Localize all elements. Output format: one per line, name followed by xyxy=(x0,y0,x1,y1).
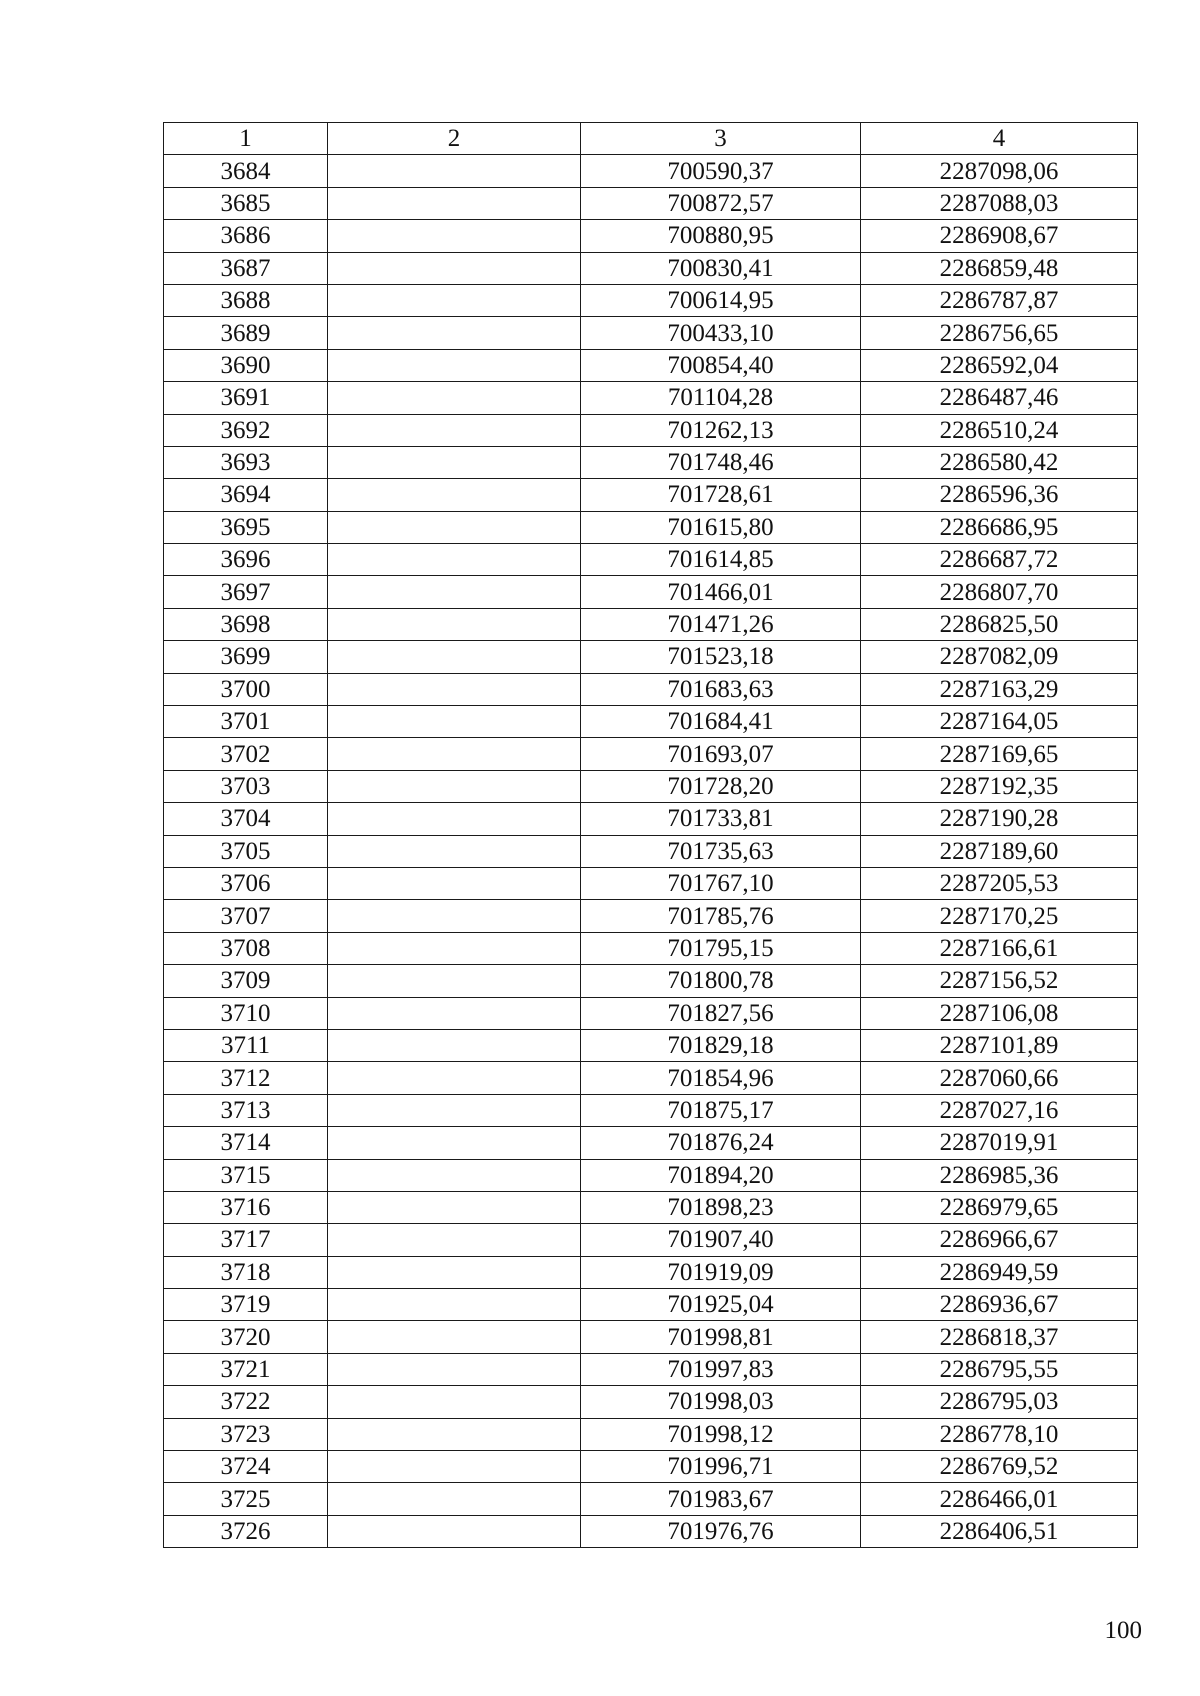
y-coordinate-cell: 2287166,61 xyxy=(861,932,1138,964)
point-number-cell: 3702 xyxy=(164,738,328,770)
x-coordinate-cell: 701728,61 xyxy=(581,479,861,511)
x-coordinate-cell: 701983,67 xyxy=(581,1483,861,1515)
y-coordinate-cell: 2286908,67 xyxy=(861,220,1138,252)
description-cell xyxy=(328,576,581,608)
point-number-cell: 3716 xyxy=(164,1191,328,1223)
description-cell xyxy=(328,317,581,349)
y-coordinate-cell: 2286859,48 xyxy=(861,252,1138,284)
x-coordinate-cell: 701907,40 xyxy=(581,1224,861,1256)
y-coordinate-cell: 2286510,24 xyxy=(861,414,1138,446)
description-cell xyxy=(328,867,581,899)
x-coordinate-cell: 701998,12 xyxy=(581,1418,861,1450)
table-row xyxy=(164,1256,1138,1288)
table-row xyxy=(164,1483,1138,1515)
description-cell xyxy=(328,1127,581,1159)
y-coordinate-cell: 2287027,16 xyxy=(861,1094,1138,1126)
point-number-cell: 3703 xyxy=(164,770,328,802)
x-coordinate-cell: 701876,24 xyxy=(581,1127,861,1159)
column-header-4: 4 xyxy=(861,123,1138,155)
y-coordinate-cell: 2287060,66 xyxy=(861,1062,1138,1094)
point-number-cell: 3697 xyxy=(164,576,328,608)
y-coordinate-cell: 2287189,60 xyxy=(861,835,1138,867)
x-coordinate-cell: 701684,41 xyxy=(581,706,861,738)
description-cell xyxy=(328,511,581,543)
x-coordinate-cell: 701827,56 xyxy=(581,997,861,1029)
page-number: 100 xyxy=(1104,1617,1142,1644)
description-cell xyxy=(328,997,581,1029)
y-coordinate-cell: 2286686,95 xyxy=(861,511,1138,543)
y-coordinate-cell: 2287098,06 xyxy=(861,155,1138,187)
point-number-cell: 3726 xyxy=(164,1515,328,1547)
description-cell xyxy=(328,1094,581,1126)
y-coordinate-cell: 2286979,65 xyxy=(861,1191,1138,1223)
y-coordinate-cell: 2286487,46 xyxy=(861,382,1138,414)
description-cell xyxy=(328,770,581,802)
x-coordinate-cell: 701523,18 xyxy=(581,641,861,673)
table-body xyxy=(164,155,1138,1548)
description-cell xyxy=(328,544,581,576)
table-row xyxy=(164,544,1138,576)
description-cell xyxy=(328,187,581,219)
y-coordinate-cell: 2286818,37 xyxy=(861,1321,1138,1353)
y-coordinate-cell: 2287170,25 xyxy=(861,900,1138,932)
description-cell xyxy=(328,1386,581,1418)
table-row xyxy=(164,900,1138,932)
point-number-cell: 3696 xyxy=(164,544,328,576)
header-row xyxy=(164,123,1138,155)
table-row xyxy=(164,738,1138,770)
y-coordinate-cell: 2287192,35 xyxy=(861,770,1138,802)
x-coordinate-cell: 701471,26 xyxy=(581,608,861,640)
table-row xyxy=(164,1451,1138,1483)
x-coordinate-cell: 701898,23 xyxy=(581,1191,861,1223)
description-cell xyxy=(328,349,581,381)
description-cell xyxy=(328,706,581,738)
description-cell xyxy=(328,1289,581,1321)
table-row xyxy=(164,932,1138,964)
table-row xyxy=(164,1127,1138,1159)
y-coordinate-cell: 2286466,01 xyxy=(861,1483,1138,1515)
x-coordinate-cell: 701262,13 xyxy=(581,414,861,446)
point-number-cell: 3691 xyxy=(164,382,328,414)
description-cell xyxy=(328,1418,581,1450)
description-cell xyxy=(328,803,581,835)
point-number-cell: 3685 xyxy=(164,187,328,219)
y-coordinate-cell: 2287205,53 xyxy=(861,867,1138,899)
y-coordinate-cell: 2286795,03 xyxy=(861,1386,1138,1418)
x-coordinate-cell: 701728,20 xyxy=(581,770,861,802)
point-number-cell: 3712 xyxy=(164,1062,328,1094)
point-number-cell: 3693 xyxy=(164,446,328,478)
point-number-cell: 3722 xyxy=(164,1386,328,1418)
description-cell xyxy=(328,1483,581,1515)
point-number-cell: 3705 xyxy=(164,835,328,867)
x-coordinate-cell: 700433,10 xyxy=(581,317,861,349)
y-coordinate-cell: 2287163,29 xyxy=(861,673,1138,705)
y-coordinate-cell: 2286580,42 xyxy=(861,446,1138,478)
table-row xyxy=(164,187,1138,219)
x-coordinate-cell: 700872,57 xyxy=(581,187,861,219)
x-coordinate-cell: 701894,20 xyxy=(581,1159,861,1191)
x-coordinate-cell: 700880,95 xyxy=(581,220,861,252)
x-coordinate-cell: 701996,71 xyxy=(581,1451,861,1483)
x-coordinate-cell: 701998,81 xyxy=(581,1321,861,1353)
point-number-cell: 3713 xyxy=(164,1094,328,1126)
table-row xyxy=(164,608,1138,640)
point-number-cell: 3692 xyxy=(164,414,328,446)
point-number-cell: 3694 xyxy=(164,479,328,511)
x-coordinate-cell: 701800,78 xyxy=(581,965,861,997)
description-cell xyxy=(328,284,581,316)
y-coordinate-cell: 2286592,04 xyxy=(861,349,1138,381)
y-coordinate-cell: 2287169,65 xyxy=(861,738,1138,770)
table-row xyxy=(164,1418,1138,1450)
table-row xyxy=(164,1515,1138,1547)
column-header-3: 3 xyxy=(581,123,861,155)
x-coordinate-cell: 701733,81 xyxy=(581,803,861,835)
y-coordinate-cell: 2286795,55 xyxy=(861,1353,1138,1385)
point-number-cell: 3720 xyxy=(164,1321,328,1353)
description-cell xyxy=(328,479,581,511)
x-coordinate-cell: 701925,04 xyxy=(581,1289,861,1321)
table-row xyxy=(164,1321,1138,1353)
table-row xyxy=(164,252,1138,284)
table-row xyxy=(164,382,1138,414)
y-coordinate-cell: 2287190,28 xyxy=(861,803,1138,835)
column-header-2: 2 xyxy=(328,123,581,155)
point-number-cell: 3686 xyxy=(164,220,328,252)
table-row xyxy=(164,706,1138,738)
x-coordinate-cell: 701614,85 xyxy=(581,544,861,576)
description-cell xyxy=(328,1321,581,1353)
table-row xyxy=(164,284,1138,316)
point-number-cell: 3717 xyxy=(164,1224,328,1256)
description-cell xyxy=(328,1451,581,1483)
x-coordinate-cell: 701875,17 xyxy=(581,1094,861,1126)
description-cell xyxy=(328,1224,581,1256)
description-cell xyxy=(328,155,581,187)
x-coordinate-cell: 700830,41 xyxy=(581,252,861,284)
y-coordinate-cell: 2287088,03 xyxy=(861,187,1138,219)
coordinates-table xyxy=(163,122,1138,1548)
description-cell xyxy=(328,835,581,867)
table-row xyxy=(164,220,1138,252)
x-coordinate-cell: 701104,28 xyxy=(581,382,861,414)
table-row xyxy=(164,641,1138,673)
description-cell xyxy=(328,965,581,997)
description-cell xyxy=(328,1159,581,1191)
description-cell xyxy=(328,673,581,705)
description-cell xyxy=(328,220,581,252)
y-coordinate-cell: 2286769,52 xyxy=(861,1451,1138,1483)
table-row xyxy=(164,576,1138,608)
y-coordinate-cell: 2286778,10 xyxy=(861,1418,1138,1450)
description-cell xyxy=(328,900,581,932)
point-number-cell: 3695 xyxy=(164,511,328,543)
point-number-cell: 3710 xyxy=(164,997,328,1029)
x-coordinate-cell: 700590,37 xyxy=(581,155,861,187)
x-coordinate-cell: 701997,83 xyxy=(581,1353,861,1385)
table-row xyxy=(164,1289,1138,1321)
y-coordinate-cell: 2286936,67 xyxy=(861,1289,1138,1321)
x-coordinate-cell: 700614,95 xyxy=(581,284,861,316)
point-number-cell: 3698 xyxy=(164,608,328,640)
description-cell xyxy=(328,1029,581,1061)
table-row xyxy=(164,446,1138,478)
y-coordinate-cell: 2286756,65 xyxy=(861,317,1138,349)
description-cell xyxy=(328,641,581,673)
table-row xyxy=(164,997,1138,1029)
table-row xyxy=(164,1029,1138,1061)
description-cell xyxy=(328,1191,581,1223)
point-number-cell: 3687 xyxy=(164,252,328,284)
y-coordinate-cell: 2286966,67 xyxy=(861,1224,1138,1256)
description-cell xyxy=(328,608,581,640)
x-coordinate-cell: 700854,40 xyxy=(581,349,861,381)
x-coordinate-cell: 701854,96 xyxy=(581,1062,861,1094)
point-number-cell: 3700 xyxy=(164,673,328,705)
table-row xyxy=(164,1224,1138,1256)
x-coordinate-cell: 701976,76 xyxy=(581,1515,861,1547)
point-number-cell: 3684 xyxy=(164,155,328,187)
point-number-cell: 3715 xyxy=(164,1159,328,1191)
x-coordinate-cell: 701748,46 xyxy=(581,446,861,478)
table-row xyxy=(164,835,1138,867)
x-coordinate-cell: 701919,09 xyxy=(581,1256,861,1288)
table-row xyxy=(164,867,1138,899)
description-cell xyxy=(328,1256,581,1288)
x-coordinate-cell: 701615,80 xyxy=(581,511,861,543)
point-number-cell: 3723 xyxy=(164,1418,328,1450)
description-cell xyxy=(328,382,581,414)
y-coordinate-cell: 2287101,89 xyxy=(861,1029,1138,1061)
table-row xyxy=(164,1094,1138,1126)
description-cell xyxy=(328,738,581,770)
x-coordinate-cell: 701829,18 xyxy=(581,1029,861,1061)
y-coordinate-cell: 2286807,70 xyxy=(861,576,1138,608)
x-coordinate-cell: 701735,63 xyxy=(581,835,861,867)
x-coordinate-cell: 701998,03 xyxy=(581,1386,861,1418)
point-number-cell: 3719 xyxy=(164,1289,328,1321)
x-coordinate-cell: 701693,07 xyxy=(581,738,861,770)
x-coordinate-cell: 701683,63 xyxy=(581,673,861,705)
table-row xyxy=(164,414,1138,446)
y-coordinate-cell: 2287082,09 xyxy=(861,641,1138,673)
y-coordinate-cell: 2286949,59 xyxy=(861,1256,1138,1288)
table-row xyxy=(164,317,1138,349)
table-row xyxy=(164,1386,1138,1418)
y-coordinate-cell: 2286596,36 xyxy=(861,479,1138,511)
description-cell xyxy=(328,932,581,964)
table-row xyxy=(164,673,1138,705)
table-header xyxy=(164,123,1138,155)
table-row xyxy=(164,511,1138,543)
table-row xyxy=(164,349,1138,381)
point-number-cell: 3714 xyxy=(164,1127,328,1159)
table-row xyxy=(164,1062,1138,1094)
table-row xyxy=(164,479,1138,511)
y-coordinate-cell: 2286825,50 xyxy=(861,608,1138,640)
description-cell xyxy=(328,1062,581,1094)
point-number-cell: 3689 xyxy=(164,317,328,349)
y-coordinate-cell: 2287164,05 xyxy=(861,706,1138,738)
y-coordinate-cell: 2286787,87 xyxy=(861,284,1138,316)
point-number-cell: 3721 xyxy=(164,1353,328,1385)
y-coordinate-cell: 2286406,51 xyxy=(861,1515,1138,1547)
point-number-cell: 3718 xyxy=(164,1256,328,1288)
point-number-cell: 3701 xyxy=(164,706,328,738)
x-coordinate-cell: 701785,76 xyxy=(581,900,861,932)
point-number-cell: 3709 xyxy=(164,965,328,997)
y-coordinate-cell: 2287019,91 xyxy=(861,1127,1138,1159)
table-row xyxy=(164,1353,1138,1385)
column-header-1: 1 xyxy=(164,123,328,155)
description-cell xyxy=(328,1515,581,1547)
table-row xyxy=(164,155,1138,187)
table-row xyxy=(164,965,1138,997)
y-coordinate-cell: 2286985,36 xyxy=(861,1159,1138,1191)
y-coordinate-cell: 2286687,72 xyxy=(861,544,1138,576)
y-coordinate-cell: 2287156,52 xyxy=(861,965,1138,997)
point-number-cell: 3704 xyxy=(164,803,328,835)
point-number-cell: 3725 xyxy=(164,1483,328,1515)
point-number-cell: 3706 xyxy=(164,867,328,899)
y-coordinate-cell: 2287106,08 xyxy=(861,997,1138,1029)
x-coordinate-cell: 701767,10 xyxy=(581,867,861,899)
table-row xyxy=(164,1191,1138,1223)
point-number-cell: 3707 xyxy=(164,900,328,932)
point-number-cell: 3690 xyxy=(164,349,328,381)
x-coordinate-cell: 701795,15 xyxy=(581,932,861,964)
description-cell xyxy=(328,252,581,284)
point-number-cell: 3724 xyxy=(164,1451,328,1483)
description-cell xyxy=(328,414,581,446)
point-number-cell: 3711 xyxy=(164,1029,328,1061)
point-number-cell: 3708 xyxy=(164,932,328,964)
x-coordinate-cell: 701466,01 xyxy=(581,576,861,608)
point-number-cell: 3688 xyxy=(164,284,328,316)
description-cell xyxy=(328,446,581,478)
table-row xyxy=(164,770,1138,802)
point-number-cell: 3699 xyxy=(164,641,328,673)
table-row xyxy=(164,1159,1138,1191)
description-cell xyxy=(328,1353,581,1385)
table-row xyxy=(164,803,1138,835)
